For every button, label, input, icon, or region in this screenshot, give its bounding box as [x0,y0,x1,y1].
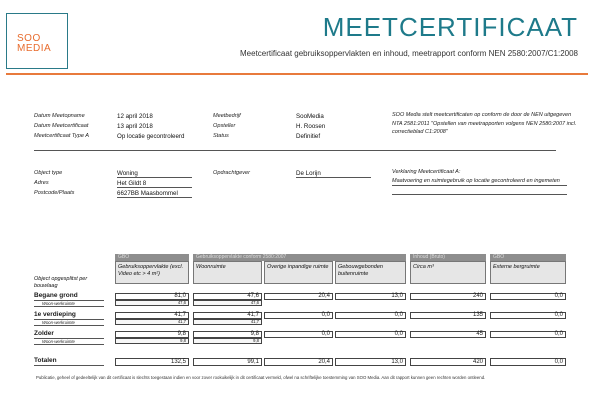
logo-line-1: SOO [17,33,41,44]
row-label: Begane grond [34,292,78,299]
group-header-inhoud: Inhoud (Bruto) [410,254,486,261]
cell-sub-value: 47,6 [250,300,259,305]
intro-note: SOO Media stelt meetcertificaten op conform de door de NEN uitgegeven NTA 2581:2011 "Opstellen van meetrapporten volgens NEN 2580:2007 incl. correctieblad C1:2008" [392,112,577,136]
certificaat-type-value: Op locatie gecontroleerd [117,133,185,140]
verklaring-text: Maatvoering en ruimtegebruik op locatie gecontroleerd en ingemeten [392,178,560,184]
cell-sub-value: 9,8 [253,338,259,343]
col-header-woonruimte: Woonruimte [193,261,262,284]
postcode-label: Postcode/Plaats [34,190,75,196]
datum-meetopname-label: Datum Meetopname [34,113,85,119]
cell-value: 13,0 [391,293,403,299]
status-value: Definitief [296,133,321,140]
row-label: Zolder [34,330,54,337]
row-header: Object opgesplitst per bouwlaag [34,276,88,289]
company-logo [6,13,68,69]
cell-value: 135 [472,312,483,318]
cell-value: 41,7 [174,312,186,318]
group-header-gebruiksoppervlakte: Gebruiksoppervlakte conform 2580:2007 [193,254,406,261]
verklaring-underline-2 [392,194,567,195]
datum-meetopname-value: 12 april 2018 [117,113,153,120]
logo-line-2: MEDIA [17,43,52,54]
datum-meetcertificaat-value: 13 april 2018 [117,123,153,130]
row-divider [34,325,104,326]
footer-disclaimer: Publicatie, geheel of gedeeltelijk van dit certificaat is slechts toegestaan indien en voor zover rookuikelijk in dit certificaat vermeld, ofwel na schriftelijke toestemming van SOO Media. Aan dit rapport kunnen geen rechten worden ontleend. [36,375,486,380]
verklaring-underline-1 [392,185,567,186]
row-ww-label: Woon-werkruimte [42,320,75,325]
totals-value: 420 [472,358,483,365]
cell-value: 20,4 [318,293,330,299]
opdrachtgever-underline [296,177,371,178]
totals-value: 99,1 [247,358,259,365]
object-type-underline [117,177,192,178]
totals-value: 0,0 [554,358,563,365]
postcode-value: 6627BB Maasbommel [117,190,178,197]
object-type-value: Woning [117,170,138,177]
row-divider [34,306,104,307]
cell-sub-value: 9,8 [180,338,186,343]
section-divider [34,150,556,151]
cell-value: 81,0 [174,293,186,299]
cell-sub-value: 41,7 [177,319,186,324]
cell-value: 9,8 [250,331,259,337]
cell-sub-value: 47,6 [177,300,186,305]
opdrachtgever-value: De Lorijn [296,170,321,177]
totals-value: 13,0 [391,358,403,365]
col-header-externe: Externe bergruimte [490,261,566,284]
row-divider [34,319,104,320]
row-label: 1e verdieping [34,311,76,318]
totals-value: 132,5 [170,358,186,365]
col-header-gbo: Gebruiksoppervlakte (excl. Video etc > 4 m²) [115,261,189,284]
page-subtitle: Meetcertificaat gebruiksoppervlakten en inhoud, meetrapport conform NEN 2580:2007/C1:2008 [240,49,578,58]
row-divider [34,338,104,339]
opsteller-label: Opsteller [213,123,236,129]
cell-value: 0,0 [554,312,563,318]
adres-underline [117,187,192,188]
cell-value: 47,6 [247,293,259,299]
object-type-label: Object type [34,170,63,176]
row-ww-label: Woon-werkruimte [42,339,75,344]
row-divider [34,300,104,301]
totals-label: Totalen [34,357,57,364]
cell-value: 0,0 [554,293,563,299]
row-ww-label: Woon-werkruimte [42,301,75,306]
col-header-buitenruimte: Gebouwgebonden buitenruimte [335,261,406,284]
group-header-gbo-2: GBO [490,254,566,261]
cell-value: 41,7 [247,312,259,318]
col-header-inhoud: Circa m³ [410,261,486,284]
col-header-overige: Overige inpandige ruimte [264,261,333,284]
cell-sub-value: 41,7 [250,319,259,324]
opdrachtgever-label: Opdrachtgever [213,170,251,176]
postcode-underline [117,197,192,198]
meetbedrijf-label: Meetbedrijf [213,113,241,119]
datum-meetcertificaat-label: Datum Meetcertificaat [34,123,89,129]
adres-label: Adres [34,180,49,186]
cell-value: 0,0 [321,312,330,318]
cell-value: 240 [472,293,483,299]
opsteller-value: H. Roosen [296,123,326,130]
cell-value: 9,8 [177,331,186,337]
row-divider [34,344,104,345]
verklaring-label: Verklaring Meetcertificaat A: [392,169,461,175]
adres-value: Het Gildt 8 [117,180,147,187]
totals-value: 20,4 [318,358,330,365]
meetbedrijf-value: SooMedia [296,113,324,120]
status-label: Status [213,133,229,139]
page-title: MEETCERTIFICAAT [322,12,578,42]
cell-value: 0,0 [321,331,330,337]
cell-value: 0,0 [394,331,403,337]
group-header-gbo: GBO [115,254,189,261]
cell-value: 45 [476,331,483,337]
cell-value: 0,0 [394,312,403,318]
cell-value: 0,0 [554,331,563,337]
totals-divider [34,365,104,366]
header-divider [6,73,588,75]
certificaat-type-label: Meetcertificaat Type A [34,133,90,139]
